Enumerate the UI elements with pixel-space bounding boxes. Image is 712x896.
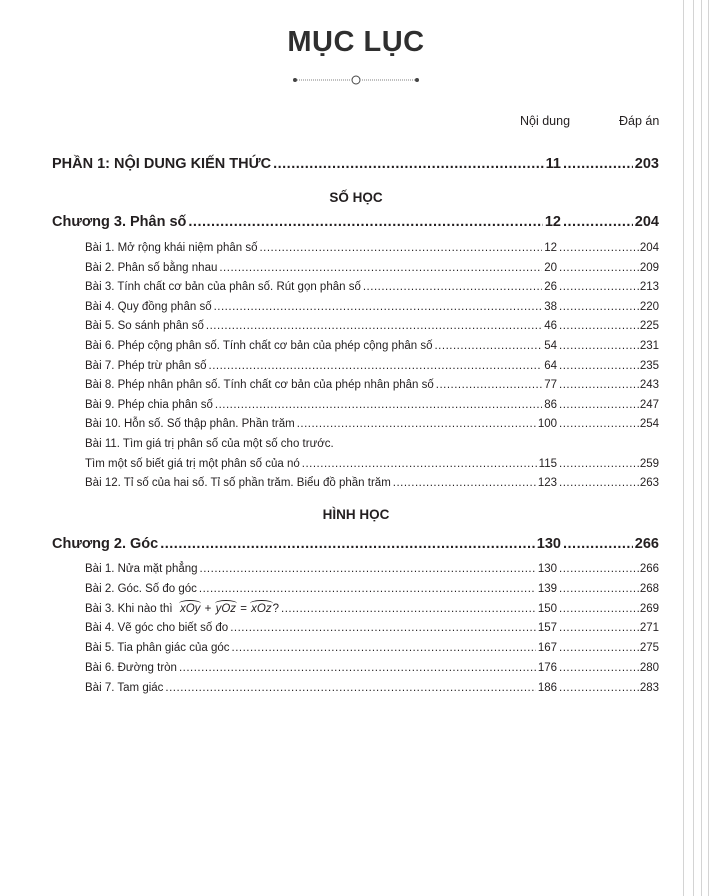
chapter-label: Chương 3. Phân số [52,214,187,230]
toc-lesson-row[interactable] [85,458,659,470]
dot-leader [434,340,542,352]
answer-page-number: 268 [639,582,659,595]
toc-lesson-row[interactable] [85,281,659,293]
dot-leader [209,360,543,372]
dot-leader [436,379,542,391]
math-equals: = [240,602,247,615]
answer-page-number: 269 [639,602,659,615]
page-number: 157 [537,622,557,635]
dot-leader [559,583,640,595]
page-number: 130 [537,563,557,575]
dot-leader [200,563,536,575]
answer-page-number: 235 [639,359,659,372]
dot-leader [559,642,640,654]
answer-page-number: 266 [639,563,659,575]
lesson-label: Bài 7. Phép trừ phân số [85,359,207,372]
toc-lesson-row[interactable] [85,320,659,332]
dot-leader [559,622,640,634]
answer-page-number: 209 [639,261,659,274]
page-number: 167 [537,642,557,655]
answer-page-number: 247 [639,398,659,411]
page-edge-line [683,0,684,896]
answer-page-number: 220 [639,300,659,313]
angle-xoy: xOy [179,602,201,615]
lesson-label: Bài 10. Hỗn số. Số thập phân. Phần trăm [85,418,295,431]
dot-leader [563,214,633,230]
toc-lesson-row[interactable] [85,418,659,430]
dot-leader [297,418,536,430]
page-number: 11 [545,156,561,172]
dot-leader [179,662,536,674]
toc-lesson-row[interactable] [85,301,659,313]
page-number: 150 [537,602,557,615]
dot-leader [559,320,640,332]
toc-lesson-row[interactable] [85,682,659,694]
dot-leader [559,340,640,352]
dot-leader [563,536,633,552]
dot-leader [559,682,640,694]
dot-leader [563,156,633,172]
dot-leader [273,156,544,172]
page-number: 26 [544,281,557,294]
dot-leader [302,458,537,470]
lesson-label: Bài 7. Tam giác [85,681,164,694]
dot-leader [559,301,640,313]
dot-leader [188,214,542,230]
dot-leader [559,281,640,293]
dot-leader [559,418,640,430]
dot-leader [559,458,640,470]
lesson-label: Bài 4. Quy đồng phân số [85,300,212,313]
dot-leader [559,477,640,489]
toc-lesson-row[interactable] [85,642,659,654]
toc-lesson-row[interactable] [85,603,659,615]
chapter-label: Chương 2. Góc [52,536,159,552]
answer-page-number: 203 [634,156,659,172]
answer-page-number: 204 [634,214,659,230]
dot-leader [165,682,535,694]
dot-leader [206,320,542,332]
answer-page-number: 271 [639,622,659,635]
toc-lesson-row[interactable] [85,477,659,489]
lesson-label: Bài 8. Phép nhân phân số. Tính chất cơ bản của phép nhân phân số [85,379,434,392]
section-heading: SỐ HỌC [329,190,383,205]
dot-leader [559,242,640,254]
lesson-label-group [85,603,279,615]
lesson-label: Bài 4. Vẽ góc cho biết số đo [85,622,229,635]
toc-lesson-row[interactable] [85,583,659,595]
dot-leader [232,642,536,654]
section-heading: HÌNH HỌC [322,507,390,522]
page-number: 20 [544,261,557,274]
toc-lesson-row[interactable] [85,662,659,674]
title-ornament [292,74,420,86]
dot-leader [559,563,640,575]
page-edge-line [708,0,709,896]
page-number: 86 [544,398,557,411]
lesson-label: Bài 2. Phân số bằng nhau [85,261,218,274]
lesson-label: Bài 5. Tia phân giác của góc [85,642,230,655]
part-label: PHẦN 1: NỘI DUNG KIẾN THỨC [52,156,272,172]
lesson-label: Bài 6. Phép cộng phân số. Tính chất cơ bản của phép cộng phân số [85,340,433,352]
dot-leader [363,281,542,293]
dot-leader [259,242,542,254]
answer-page-number: 266 [634,536,659,552]
angle-xoz: xOz [251,602,272,615]
toc-lesson-row[interactable] [85,379,659,391]
toc-chapter-row[interactable] [52,536,659,552]
toc-chapter-row[interactable] [52,214,659,230]
toc-lesson-row[interactable] [85,360,659,372]
lesson-label: Bài 5. So sánh phân số [85,320,204,333]
answer-page-number: 275 [639,642,659,655]
dot-leader [219,262,542,274]
page-number: 123 [537,477,557,490]
column-header-content: Nội dung [520,114,571,128]
page-number: 46 [544,320,557,333]
page-edge-line [701,0,702,896]
lesson-label: Bài 6. Đường tròn [85,662,177,674]
answer-page-number: 280 [639,662,659,674]
lesson-label: Bài 3. Tính chất cơ bản của phân số. Rút gọn phân số [85,281,361,294]
dot-leader [281,603,536,615]
answer-page-number: 254 [639,418,659,431]
dot-leader [393,477,536,489]
dot-leader [559,262,640,274]
page-number: 100 [537,418,557,431]
dot-leader [160,536,535,552]
page-number: 38 [544,300,557,313]
page-number: 12 [544,214,561,230]
answer-page-number: 259 [639,457,659,470]
dot-leader [230,622,536,634]
toc-part-row[interactable] [52,156,659,172]
dot-leader [199,583,536,595]
answer-page-number: 225 [639,320,659,333]
dot-leader [559,399,640,411]
dot-leader [559,603,640,615]
lesson-label-line1: Bài 11. Tìm giá trị phân số của một số cho trước. [85,438,334,450]
lesson-label: Bài 3. Khi nào thì [85,602,173,615]
dot-leader [559,662,640,674]
lesson-label: Tìm một số biết giá trị một phân số của nó [85,457,300,470]
page-number: 64 [544,359,557,372]
answer-page-number: 283 [639,681,659,694]
page-edge-line [693,0,694,896]
answer-page-number: 243 [639,379,659,392]
page-number: 186 [537,681,557,694]
toc-lesson-row[interactable] [85,563,659,575]
toc-lesson-row[interactable] [85,242,659,254]
page-number: 130 [536,536,561,552]
dot-leader [559,360,640,372]
math-plus: + [204,602,212,615]
toc-lesson-row[interactable] [85,399,659,411]
answer-page-number: 263 [639,477,659,490]
dot-leader [215,399,542,411]
page-number: 176 [537,662,557,674]
lesson-label: Bài 1. Mở rộng khái niệm phân số [85,242,258,254]
dot-leader [559,379,640,391]
toc-lesson-row[interactable] [85,262,659,274]
angle-yoz: yOz [215,602,237,615]
lesson-label: Bài 2. Góc. Số đo góc [85,582,197,595]
page-number: 139 [537,582,557,595]
lesson-label: Bài 9. Phép chia phân số [85,398,213,411]
page-number: 12 [544,242,557,254]
dot-leader [214,301,543,313]
page-number: 54 [544,340,557,352]
toc-lesson-row[interactable] [85,340,659,352]
answer-page-number: 231 [639,340,659,352]
page-number: 115 [538,457,557,470]
column-header-answers: Đáp án [619,114,660,128]
lesson-label: Bài 1. Nửa mặt phẳng [85,563,198,575]
answer-page-number: 213 [639,281,659,294]
page-title: MỤC LỤC [287,26,425,58]
math-question: ? [272,602,279,615]
lesson-label: Bài 12. Tỉ số của hai số. Tỉ số phần trăm. Biểu đồ phần trăm [85,477,391,490]
page-number: 77 [544,379,557,392]
toc-lesson-row[interactable] [85,622,659,634]
answer-page-number: 204 [639,242,659,254]
